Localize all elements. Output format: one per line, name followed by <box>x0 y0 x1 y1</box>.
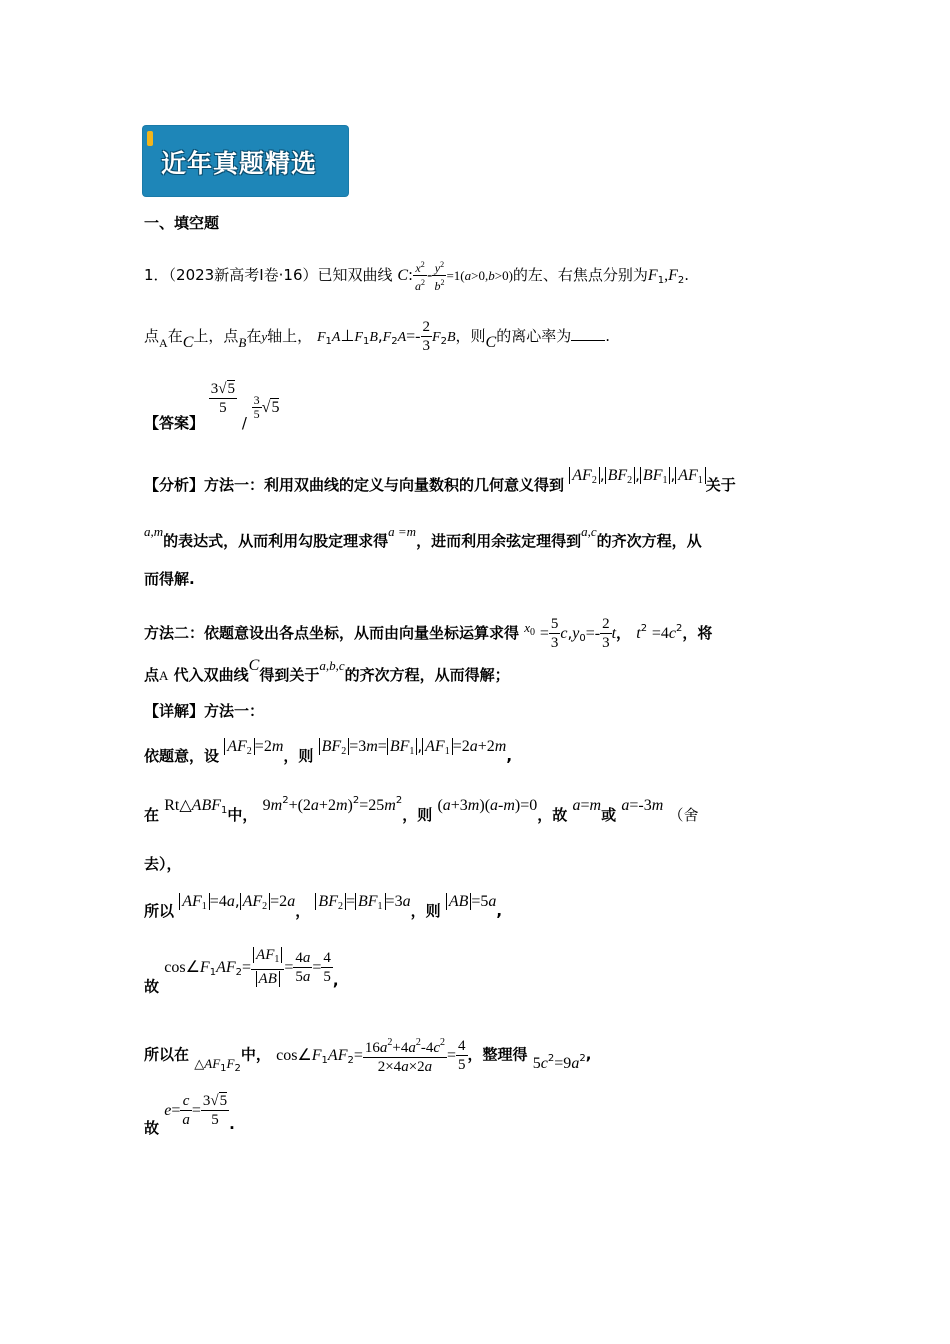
answer-value-1: $\frac{3√5}{5}$ <box>210 381 236 416</box>
question-text: 点 <box>144 327 160 345</box>
detail-line-6: 所以在 $\triangle AF_1F_2$中， $\cos\angle F_1AF_2=$ $\frac{16a^2+4a^2-4c^2}{2\times 4a\times 2a}$ = $\frac{4}{5}$ ，整理得 $5c^2=9a^2$, <box>144 1034 591 1076</box>
analysis-line-1: 【分析】方法一：利用双曲线的定义与向量数积的几何意义得到 $AF_2$ , $BF_2$ , $BF_1$ , $AF_1$ 关于 <box>144 466 736 494</box>
detail-line-3: 去）， <box>144 855 182 873</box>
answer-label: 【答案】 <box>144 414 205 432</box>
detail-label: 【详解】 <box>144 702 205 720</box>
answer-line <box>144 380 279 433</box>
detail-text: 中， <box>227 806 258 824</box>
question-source: （2023新高考Ⅰ卷·16） <box>168 266 318 284</box>
detail-text: 依题意，设 <box>144 747 220 765</box>
detail-heading <box>144 700 264 721</box>
analysis-label: 【分析】 <box>144 476 205 494</box>
question-text: 已知双曲线 <box>317 266 393 284</box>
detail-text: 故 <box>144 977 160 996</box>
question-text: 在 <box>167 327 183 345</box>
answer-value-2: $\frac{3}{5}$ √5 <box>253 393 280 421</box>
question-text: 的离心率为 <box>496 327 572 345</box>
analysis-text: 的齐次方程，从而得解； <box>344 666 510 684</box>
banner-tab-decoration <box>147 131 153 146</box>
analysis-text: 得到关于 <box>259 666 320 684</box>
detail-line-7: 故 e= $\frac{c}{a}$ = $\frac{3√5}{5}$ . <box>144 1093 235 1137</box>
analysis-text: 代入双曲线 <box>173 666 249 684</box>
banner-title: 近年真题精选 <box>161 149 318 178</box>
detail-line-4: 所以 $AF_1 =4a$, $AF_2 =2a$， $BF_2 = BF_1 =3a$，则 AB =5a, <box>144 892 503 920</box>
detail-text: 方法一： <box>204 702 265 720</box>
question-text: 在 <box>246 327 262 345</box>
detail-text: （舍 <box>668 806 699 824</box>
analysis-line-3: 而得解. <box>144 570 195 588</box>
question-text: ，则 <box>455 327 486 345</box>
detail-text: 或 <box>601 806 617 824</box>
detail-text: 在 <box>144 806 160 824</box>
detail-text: ，故 <box>537 806 568 824</box>
analysis-text: 的齐次方程，从 <box>596 532 702 550</box>
banner <box>143 126 348 196</box>
answer-separator: / <box>241 414 247 432</box>
question-number: 1． <box>144 266 169 284</box>
detail-text: 故 <box>144 1119 160 1137</box>
question-text: 的左、右焦点分别为 <box>512 266 648 284</box>
detail-line-1: 依题意，设 $AF_2 =2m$，则 $BF_2 =3m= BF_1$ , $AF_1 =2a+2m$, <box>144 737 513 765</box>
question-line-2: 点$_A$在C上，点B在y轴上， $F_1A\perp F_1B,F_2A=-$ $\frac{2}{3}$ $F_2B$，则C的离心率为 . <box>144 319 610 354</box>
answer-blank <box>571 328 605 341</box>
detail-line-2: 在 $Rt\triangle ABF_1$中， $9m^2+(2a+2m)^2=25m^2$，则 (a+3m)(a-m)=0，故 a=m或 a=-3m （舍 <box>144 795 699 824</box>
analysis-text: 方法一：利用双曲线的定义与向量数积的几何意义得到 <box>204 476 565 494</box>
analysis-text: 点 <box>144 666 160 684</box>
analysis-method2-line-1: 方法二：依题意设出各点坐标，从而由向量坐标运算求得 $x_0$ = $\frac{5}{3}$ $c,y_0=-$ $\frac{2}{3}$ t， $t^2 =4c^2$，将 <box>144 616 713 651</box>
detail-text: ，整理得 <box>467 1045 528 1064</box>
analysis-text: 方法二：依题意设出各点坐标，从而由向量坐标运算求得 <box>144 624 520 642</box>
detail-line-5: 故 $\cos\angle F_1AF_2=$ $\frac{AF_1}{AB}$ = $\frac{4a}{5a}$ = $\frac{4}{5}$ , <box>144 947 339 996</box>
detail-text: 所以在 <box>144 1045 190 1064</box>
detail-text: 所以 <box>144 902 175 920</box>
detail-text: ，则 <box>283 747 314 765</box>
detail-text: ，则 <box>402 806 433 824</box>
math-hyperbola: C <box>397 267 408 284</box>
analysis-text: ，进而利用余弦定理得到 <box>416 532 582 550</box>
detail-text: 中， <box>240 1045 271 1064</box>
question-text: 上，点 <box>193 327 239 345</box>
question-line-1: 1．（2023新高考Ⅰ卷·16）已知双曲线 C: $\frac{x^2}{a^2}$ - $\frac{y^2}{b^2}$ =1(a>0,b>0)的左、右焦点分别为$F_1,F_2$. <box>144 260 690 293</box>
analysis-text: 的表达式，从而利用勾股定理求得 <box>163 532 389 550</box>
analysis-method2-line-2: 点A 代入双曲线C得到关于a,b,c的齐次方程，从而得解； <box>144 657 510 684</box>
analysis-text: ，将 <box>682 624 713 642</box>
section-heading: 一、填空题 <box>144 214 220 232</box>
question-text: 轴上， <box>267 327 313 345</box>
analysis-text: ， <box>616 624 632 642</box>
detail-text: ，则 <box>410 902 441 920</box>
analysis-text: 关于 <box>705 476 736 494</box>
analysis-line-2: a,m的表达式，从而利用勾股定理求得a =m，进而利用余弦定理得到a,c的齐次方程，从 <box>144 524 702 550</box>
